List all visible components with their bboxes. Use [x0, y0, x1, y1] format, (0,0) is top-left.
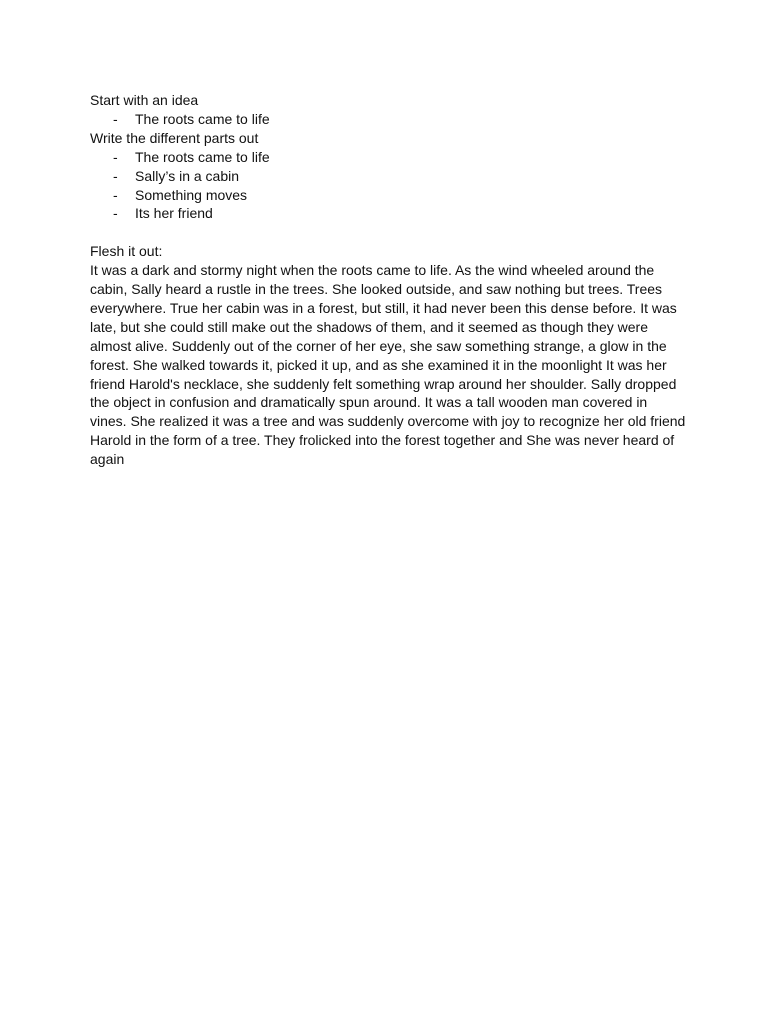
section-heading-idea: Start with an idea: [90, 92, 199, 108]
document-body: [90, 91, 686, 469]
list-item-text: Something moves: [135, 186, 248, 203]
story-line: almost alive. Suddenly out of the corner of her eye, she saw something strange, a glow in the: [90, 337, 667, 354]
list-item: [90, 204, 682, 223]
story-line: cabin, Sally heard a rustle in the trees. She looked outside, and saw nothing but trees. Trees: [90, 281, 663, 298]
list-item: [90, 110, 682, 129]
list-item: [90, 167, 682, 186]
story-line: the object in confusion and dramatically spun around. It was a tall wooden man covered in: [90, 394, 648, 411]
story-paragraph: [90, 261, 686, 469]
story-line: late, but she could still make out the shadows of them, and it seemed as though they were: [90, 318, 648, 335]
story-line: It was a dark and stormy night when the roots came to life. As the wind wheeled around the: [90, 262, 655, 279]
story-line: everywhere. True her cabin was in a forest, but still, it had never been this dense before. It was: [90, 299, 677, 316]
bullet-dash: -: [113, 205, 118, 222]
bullet-dash: -: [113, 148, 118, 165]
section-heading-flesh: Flesh it out:: [90, 243, 163, 260]
bullet-dash: -: [113, 110, 118, 127]
parts-list: [90, 148, 682, 224]
idea-list: [90, 110, 682, 129]
story-line: friend Harold's necklace, she suddenly felt something wrap around her shoulder. Sally dropped: [90, 375, 677, 392]
list-item-text: Its her friend: [135, 205, 213, 222]
blank-line: [90, 223, 682, 242]
story-line: Harold in the form of a tree. They frolicked into the forest together and She was never heard of: [90, 432, 675, 449]
story-line: vines. She realized it was a tree and was suddenly overcome with joy to recognize her old friend: [90, 413, 686, 430]
list-item-text: The roots came to life: [135, 148, 270, 165]
list-item-text: Sally’s in a cabin: [135, 167, 240, 184]
list-item-text: The roots came to life: [135, 110, 270, 127]
bullet-dash: -: [113, 186, 118, 203]
bullet-dash: -: [113, 167, 118, 184]
section-heading-parts: Write the different parts out: [90, 129, 259, 146]
story-line: again: [90, 451, 125, 468]
story-line: forest. She walked towards it, picked it up, and as she examined it in the moonlight It was her: [90, 356, 667, 373]
list-item: [90, 186, 682, 205]
list-item: [90, 148, 682, 167]
